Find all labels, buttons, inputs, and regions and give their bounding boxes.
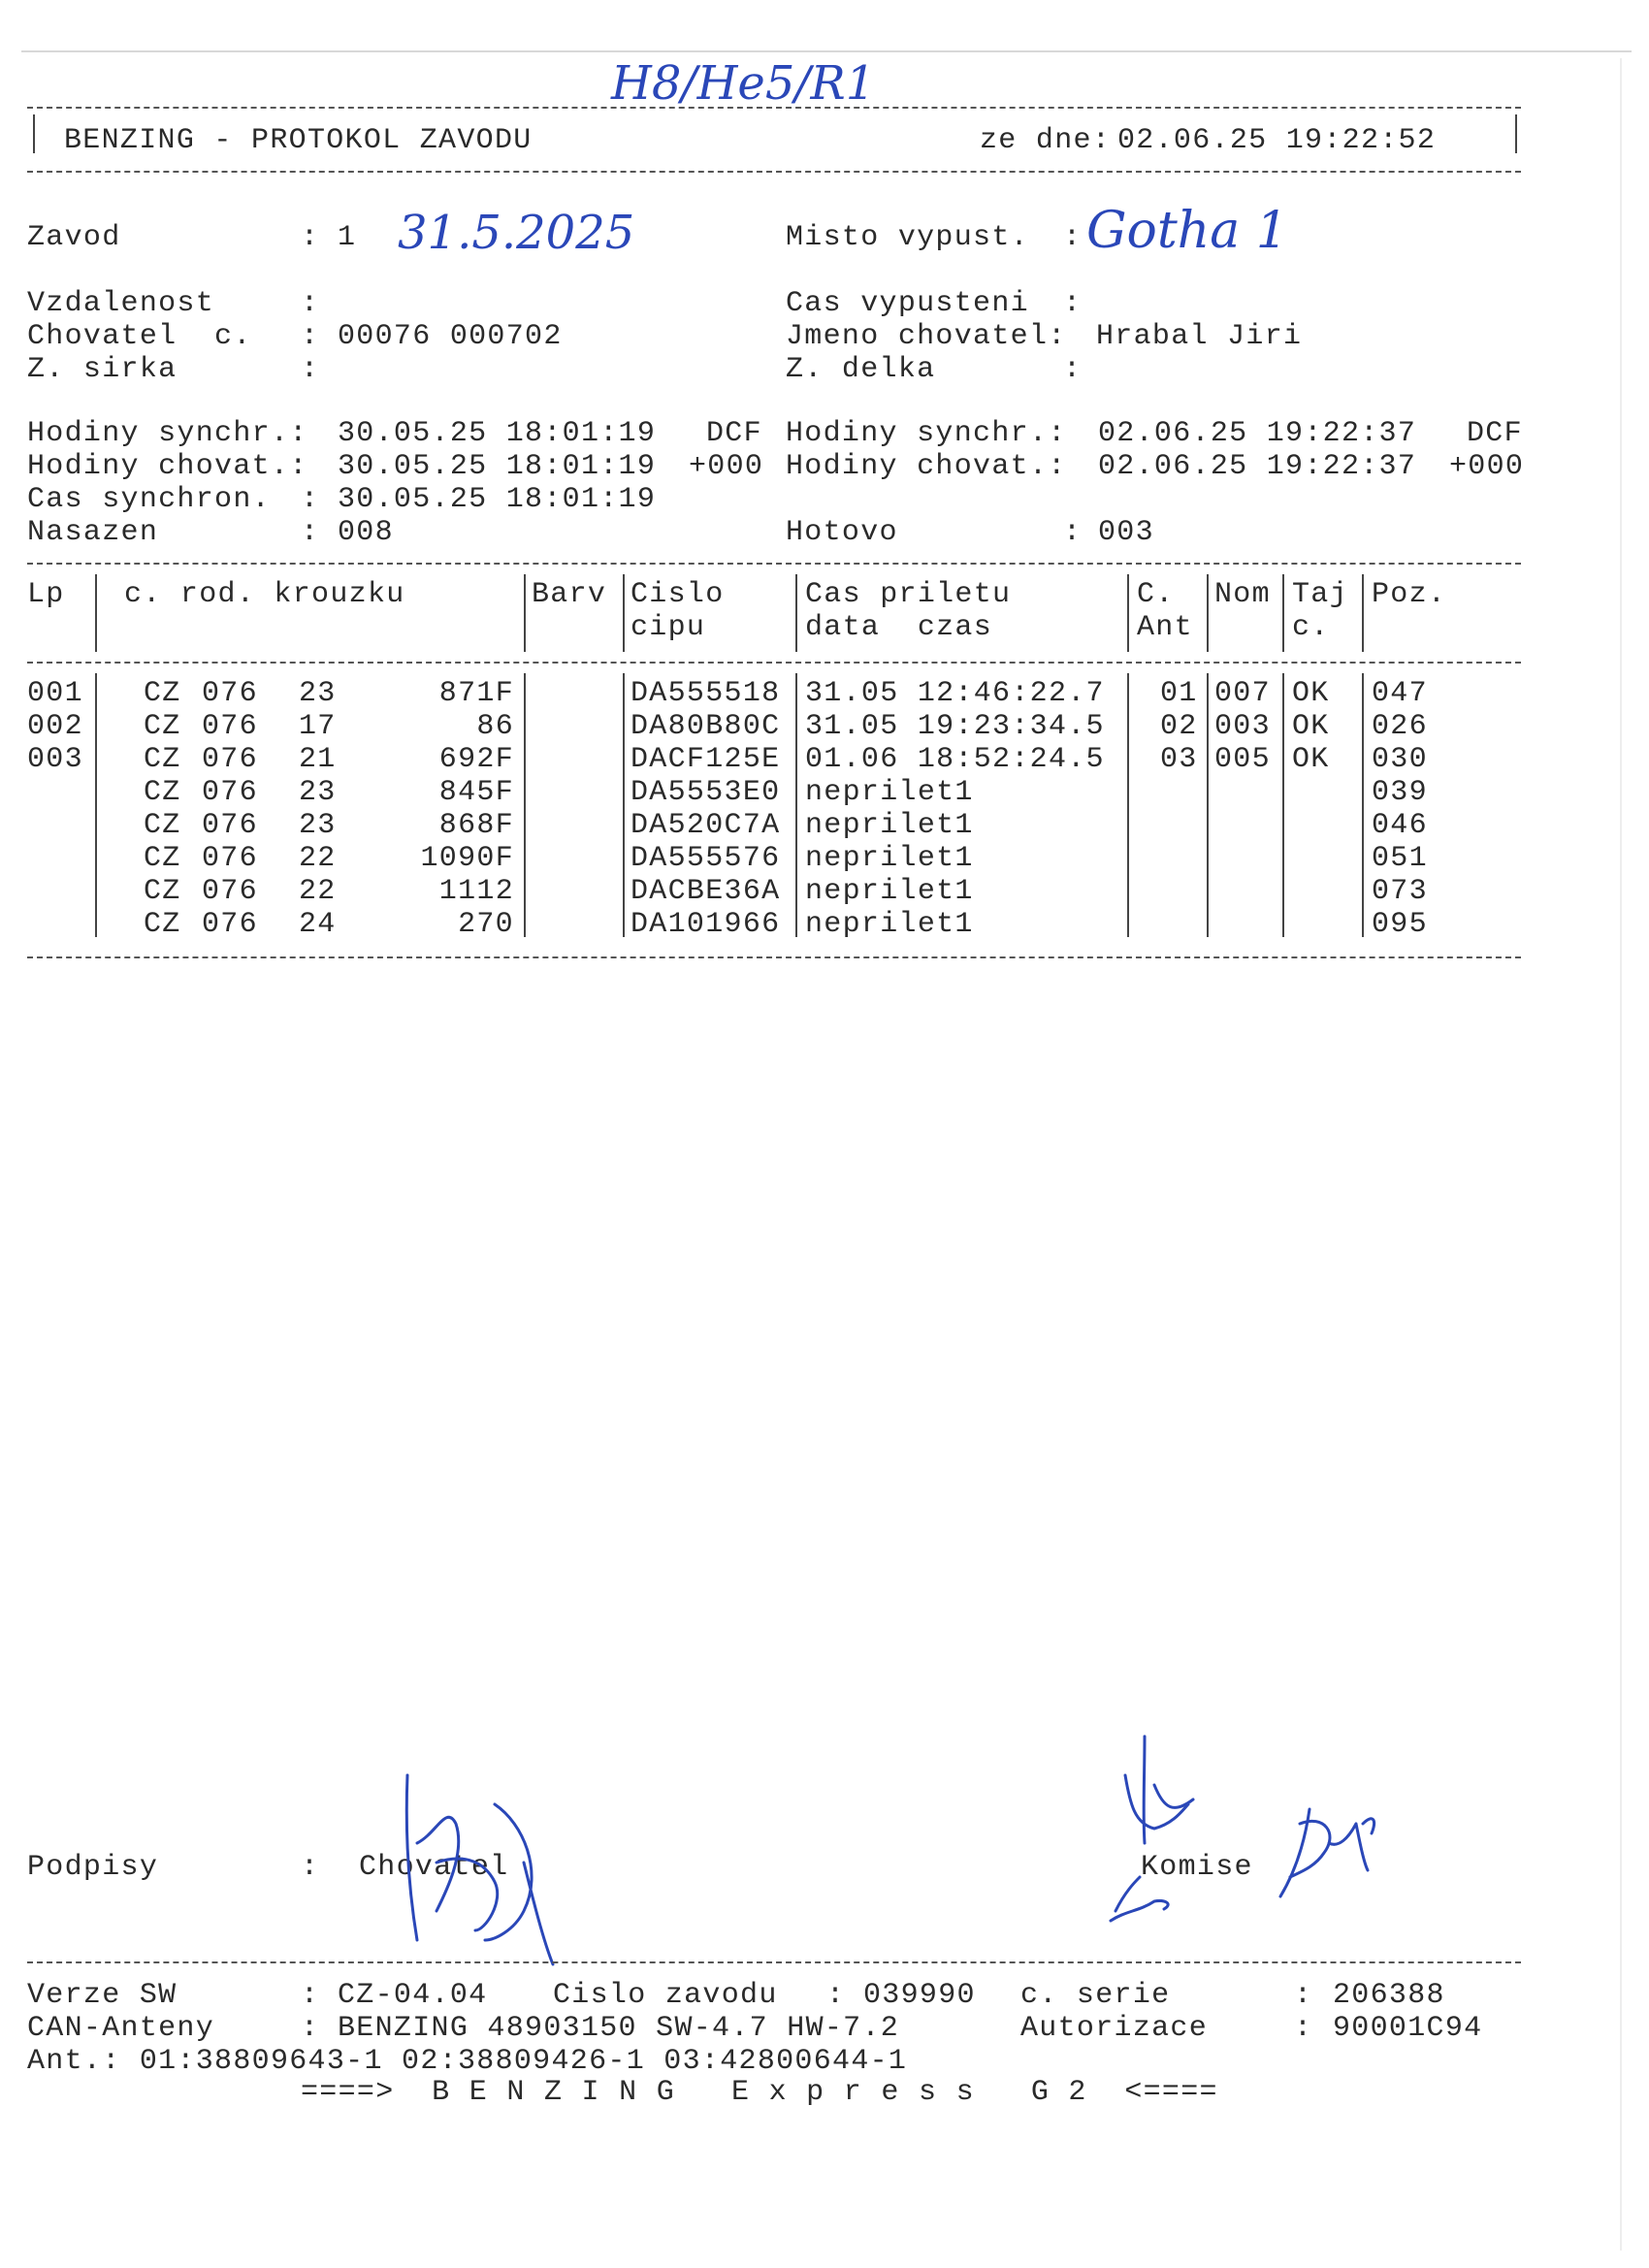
colon: : <box>1063 353 1083 386</box>
cell-cz: CZ <box>144 842 181 875</box>
verze-value: CZ-04.04 <box>338 1979 488 2012</box>
cell-chip: DA555576 <box>630 842 781 875</box>
cislo-zavodu-label: Cislo zavodu <box>553 1979 778 2012</box>
chovatel-value: 00076 000702 <box>338 320 563 353</box>
autorizace-value: 90001C94 <box>1333 2012 1483 2045</box>
col-sep <box>1207 673 1209 937</box>
cell-nom: 005 <box>1214 743 1271 776</box>
colon: : <box>301 1851 320 1884</box>
header-ant-1: C. <box>1137 578 1175 611</box>
colon: : <box>1294 1979 1313 2012</box>
table-header-rule <box>27 662 1521 664</box>
col-sep <box>1362 673 1364 937</box>
cell-year: 21 <box>299 743 337 776</box>
col-sep <box>623 574 625 652</box>
cell-poz: 073 <box>1372 875 1428 908</box>
cell-ant: 03 <box>1160 743 1198 776</box>
header-poz: Poz. <box>1372 578 1447 611</box>
header-data-czas: data czas <box>805 611 993 644</box>
handwritten-date: 31.5.2025 <box>398 206 635 260</box>
cell-n076: 076 <box>202 908 258 941</box>
colon: : <box>301 353 320 386</box>
header-bottom-rule <box>27 171 1521 173</box>
cell-chip: DACF125E <box>630 743 781 776</box>
colon: : <box>826 1979 846 2012</box>
cell-cz: CZ <box>144 710 181 743</box>
zavod-label: Zavod <box>27 221 121 254</box>
left-chovat-label: Hodiny chovat.: <box>27 450 308 483</box>
col-sep <box>524 574 526 652</box>
cell-ant: 02 <box>1160 710 1198 743</box>
delka-label: Z. delka <box>786 353 936 386</box>
cell-num: 871F <box>438 677 514 710</box>
hotovo-label: Hotovo <box>786 516 898 549</box>
cell-chip: DA555518 <box>630 677 781 710</box>
jmeno-value: Hrabal Jiri <box>1096 320 1303 353</box>
cell-num: 270 <box>458 908 514 941</box>
col-sep <box>95 673 97 937</box>
brand-line: ====> B E N Z I N G E x p r e s s G 2 <==== <box>301 2076 1218 2109</box>
vzdalenost-label: Vzdalenost <box>27 287 215 320</box>
cell-n076: 076 <box>202 809 258 842</box>
col-sep <box>1282 673 1284 937</box>
cell-lp: 002 <box>27 710 83 743</box>
col-sep <box>1207 574 1209 652</box>
cell-year: 23 <box>299 776 337 809</box>
cell-n076: 076 <box>202 875 258 908</box>
cislo-zavodu-value: 039990 <box>863 1979 976 2012</box>
cell-lp: 001 <box>27 677 83 710</box>
left-synchr-suffix: DCF <box>706 417 762 450</box>
cell-num: 845F <box>438 776 514 809</box>
cell-n076: 076 <box>202 743 258 776</box>
col-sep <box>1127 574 1129 652</box>
cell-poz: 030 <box>1372 743 1428 776</box>
colon: : <box>1063 221 1083 254</box>
cell-poz: 051 <box>1372 842 1428 875</box>
komise-signature-2 <box>1271 1795 1387 1901</box>
cell-cz: CZ <box>144 743 181 776</box>
cell-arrival: 31.05 19:23:34.5 <box>805 710 1105 743</box>
header-lp: Lp <box>27 578 65 611</box>
colon: : <box>301 2012 320 2045</box>
cell-n076: 076 <box>202 677 258 710</box>
header-date-value: 02.06.25 19:22:52 <box>1117 124 1437 157</box>
right-synchr-suffix: DCF <box>1467 417 1523 450</box>
left-synchr-value: 30.05.25 18:01:19 <box>338 417 657 450</box>
cell-year: 22 <box>299 842 337 875</box>
komise-signature-label: Komise <box>1141 1851 1253 1884</box>
cell-year: 23 <box>299 809 337 842</box>
cell-chip: DA5553E0 <box>630 776 781 809</box>
cell-year: 23 <box>299 677 337 710</box>
colon: : <box>1063 516 1083 549</box>
podpisy-label: Podpisy <box>27 1851 159 1884</box>
header-cas: Cas priletu <box>805 578 1012 611</box>
nasazen-label: Nasazen <box>27 516 159 549</box>
chovatel-signature-label: Chovatel <box>359 1851 509 1884</box>
colon: : <box>301 516 320 549</box>
cell-lp: 003 <box>27 743 83 776</box>
cell-taj: OK <box>1292 710 1330 743</box>
cell-cz: CZ <box>144 875 181 908</box>
verze-label: Verze SW <box>27 1979 178 2012</box>
cas-synchron-value: 30.05.25 18:01:19 <box>338 483 657 516</box>
can-value: BENZING 48903150 SW-4.7 HW-7.2 <box>338 2012 900 2045</box>
colon: : <box>301 287 320 320</box>
header-left-border <box>33 114 35 153</box>
cell-n076: 076 <box>202 710 258 743</box>
zavod-value: 1 <box>338 221 357 254</box>
cell-arrival: 31.05 12:46:22.7 <box>805 677 1105 710</box>
cell-chip: DA101966 <box>630 908 781 941</box>
header-taj-1: Taj <box>1292 578 1348 611</box>
colon: : <box>301 221 320 254</box>
cell-num: 1090F <box>420 842 514 875</box>
colon: : <box>301 483 320 516</box>
right-chovat-label: Hodiny chovat.: <box>786 450 1067 483</box>
cell-cz: CZ <box>144 677 181 710</box>
footer-top-rule <box>27 1961 1521 1963</box>
cell-year: 24 <box>299 908 337 941</box>
header-cislo: Cislo <box>630 578 725 611</box>
table-bottom-rule <box>27 956 1521 958</box>
cell-poz: 039 <box>1372 776 1428 809</box>
colon: : <box>301 1979 320 2012</box>
colon: : <box>1294 2012 1313 2045</box>
cell-n076: 076 <box>202 776 258 809</box>
header-cipu: cipu <box>630 611 706 644</box>
cell-cz: CZ <box>144 776 181 809</box>
serie-label: c. serie <box>1020 1979 1171 2012</box>
page-right-edge <box>1620 58 1622 2251</box>
header-ring: c. rod. krouzku <box>124 578 405 611</box>
cell-ant: 01 <box>1160 677 1198 710</box>
cell-taj: OK <box>1292 677 1330 710</box>
can-label: CAN-Anteny <box>27 2012 215 2045</box>
col-sep <box>795 673 797 937</box>
header-right-border <box>1515 114 1517 153</box>
right-chovat-suffix: +000 <box>1449 450 1525 483</box>
cell-poz: 046 <box>1372 809 1428 842</box>
cell-num: 868F <box>438 809 514 842</box>
col-sep <box>95 574 97 652</box>
left-synchr-label: Hodiny synchr.: <box>27 417 308 450</box>
col-sep <box>524 673 526 937</box>
cell-arrival: neprilet1 <box>805 875 974 908</box>
col-sep <box>795 574 797 652</box>
cell-cz: CZ <box>144 809 181 842</box>
cas-synchron-label: Cas synchron. <box>27 483 271 516</box>
komise-signature-1 <box>1086 1717 1242 1940</box>
header-ant-2: Ant <box>1137 611 1193 644</box>
cell-num: 1112 <box>438 875 514 908</box>
misto-label: Misto vypust. <box>786 221 1029 254</box>
cell-nom: 007 <box>1214 677 1271 710</box>
header-barv: Barv <box>532 578 607 611</box>
cell-cz: CZ <box>144 908 181 941</box>
cell-n076: 076 <box>202 842 258 875</box>
col-sep <box>1127 673 1129 937</box>
cell-arrival: neprilet1 <box>805 809 974 842</box>
cell-year: 17 <box>299 710 337 743</box>
colon: : <box>301 320 320 353</box>
left-chovat-value: 30.05.25 18:01:19 <box>338 450 657 483</box>
cell-chip: DA80B80C <box>630 710 781 743</box>
table-top-rule <box>27 563 1521 565</box>
cell-arrival: neprilet1 <box>805 842 974 875</box>
header-top-rule <box>27 107 1521 109</box>
chovatel-label: Chovatel c. <box>27 320 252 353</box>
serie-value: 206388 <box>1333 1979 1445 2012</box>
jmeno-label: Jmeno chovatel: <box>786 320 1067 353</box>
header-taj-2: c. <box>1292 611 1330 644</box>
cell-nom: 003 <box>1214 710 1271 743</box>
left-chovat-suffix: +000 <box>689 450 764 483</box>
right-synchr-value: 02.06.25 19:22:37 <box>1098 417 1417 450</box>
col-sep <box>1362 574 1364 652</box>
header-date-label: ze dne: <box>980 124 1112 157</box>
hotovo-value: 003 <box>1098 516 1154 549</box>
cell-arrival: neprilet1 <box>805 776 974 809</box>
nasazen-value: 008 <box>338 516 394 549</box>
ant-line: Ant.: 01:38809643-1 02:38809426-1 03:42800644-1 <box>27 2045 908 2078</box>
cell-arrival: 01.06 18:52:24.5 <box>805 743 1105 776</box>
right-chovat-value: 02.06.25 19:22:37 <box>1098 450 1417 483</box>
cell-chip: DA520C7A <box>630 809 781 842</box>
header-nom: Nom <box>1214 578 1271 611</box>
cell-num: 86 <box>476 710 514 743</box>
col-sep <box>1282 574 1284 652</box>
handwritten-place: Gotha 1 <box>1086 202 1288 260</box>
cell-poz: 047 <box>1372 677 1428 710</box>
cell-num: 692F <box>438 743 514 776</box>
chovatel-signature <box>378 1746 572 1969</box>
handwritten-code: H8/He5/R1 <box>611 56 876 111</box>
cell-poz: 095 <box>1372 908 1428 941</box>
sirka-label: Z. sirka <box>27 353 178 386</box>
cell-arrival: neprilet1 <box>805 908 974 941</box>
col-sep <box>623 673 625 937</box>
cas-vypusteni-label: Cas vypusteni <box>786 287 1029 320</box>
cell-chip: DACBE36A <box>630 875 781 908</box>
right-synchr-label: Hodiny synchr.: <box>786 417 1067 450</box>
header-title: BENZING - PROTOKOL ZAVODU <box>64 124 533 157</box>
colon: : <box>1063 287 1083 320</box>
cell-taj: OK <box>1292 743 1330 776</box>
page-edge-line <box>21 50 1632 52</box>
cell-poz: 026 <box>1372 710 1428 743</box>
autorizace-label: Autorizace <box>1020 2012 1209 2045</box>
cell-year: 22 <box>299 875 337 908</box>
